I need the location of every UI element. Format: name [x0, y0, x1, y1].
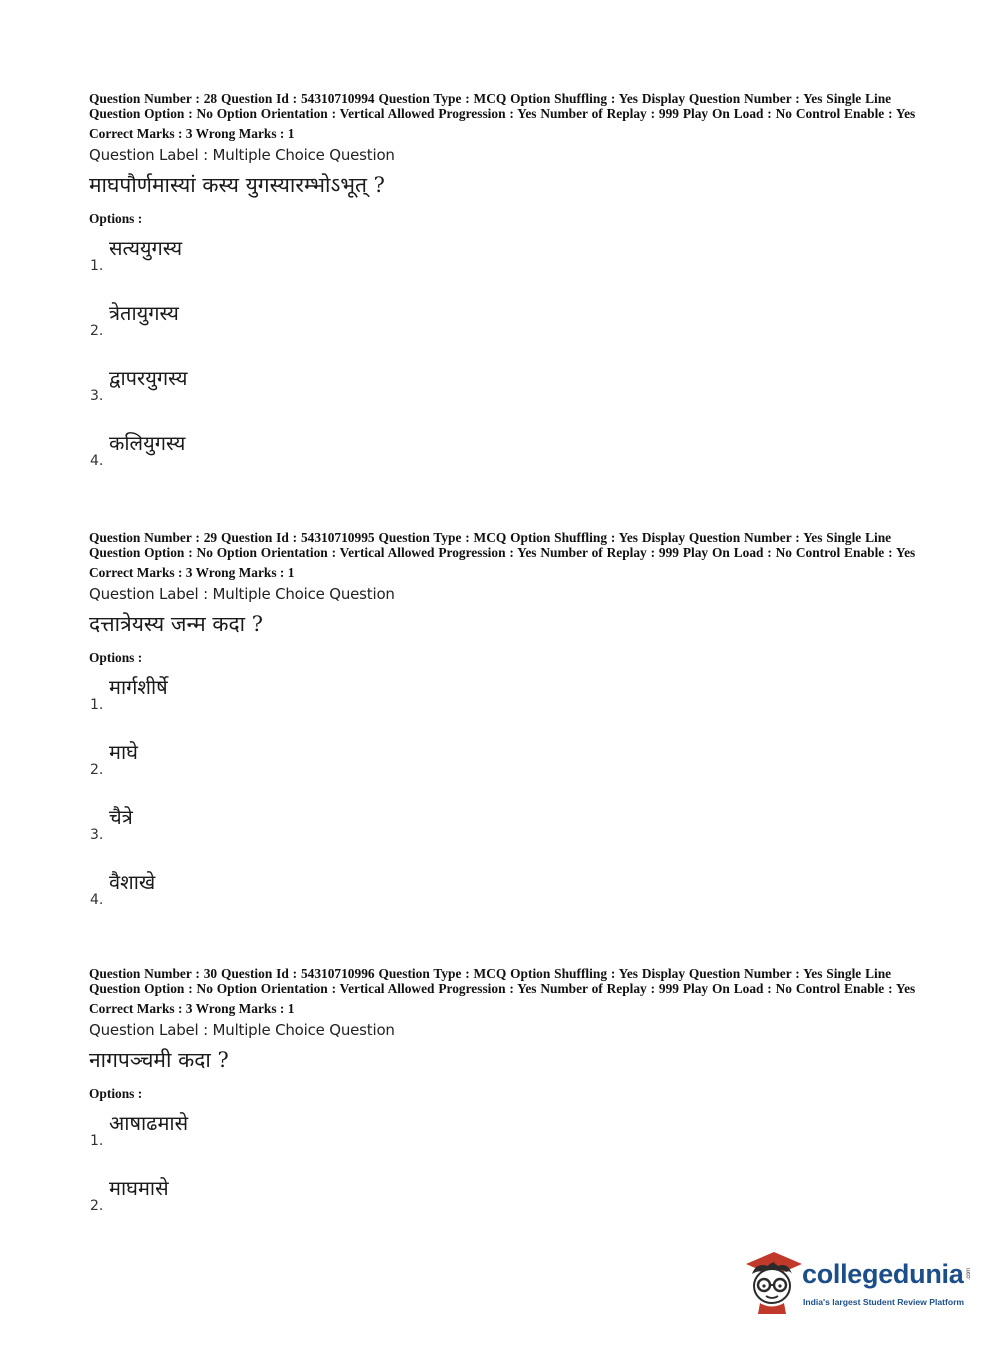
- option-text: सत्ययुगस्य: [109, 236, 183, 261]
- option-2: [89, 1172, 919, 1237]
- question-marks: Correct Marks : 3 Wrong Marks : 1: [89, 126, 295, 142]
- question-label: Question Label : Multiple Choice Question: [89, 146, 395, 165]
- option-1: [89, 671, 919, 736]
- option-number: 1.: [90, 697, 104, 714]
- option-text: माघे: [109, 740, 138, 765]
- question-meta: Question Number : 30 Question Id : 54310710996 Question Type : MCQ Option Shuffling : Yes Display Question Number : Yes Single Line Question Option : No Option Orientation : Vertical Allowed Progression : Yes Number of Replay : 999 Play On Load : No Control Enable : Yes: [89, 966, 916, 996]
- options-list: [89, 671, 919, 931]
- option-2: [89, 297, 919, 362]
- logo-domain: .com: [966, 1268, 973, 1280]
- option-1: [89, 232, 919, 297]
- option-3: [89, 801, 919, 866]
- option-text: कलियुगस्य: [109, 431, 186, 456]
- student-mascot-icon: [742, 1248, 804, 1314]
- option-number: 1.: [90, 258, 104, 275]
- option-number: 4.: [90, 453, 104, 470]
- option-text: माघमासे: [109, 1176, 169, 1201]
- option-text: आषाढमासे: [109, 1111, 189, 1136]
- question-label: Question Label : Multiple Choice Question: [89, 585, 395, 604]
- logo-name: collegedunia: [802, 1259, 964, 1289]
- question-29: [89, 531, 919, 931]
- option-4: [89, 866, 919, 931]
- question-marks: Correct Marks : 3 Wrong Marks : 1: [89, 565, 295, 581]
- options-list: [89, 1107, 919, 1237]
- question-meta: Question Number : 29 Question Id : 54310710995 Question Type : MCQ Option Shuffling : Yes Display Question Number : Yes Single Line Question Option : No Option Orientation : Vertical Allowed Progression : Yes Number of Replay : 999 Play On Load : No Control Enable : Yes: [89, 530, 916, 560]
- option-number: 3.: [90, 388, 104, 405]
- options-heading: Options :: [89, 650, 143, 666]
- option-text: त्रेतायुगस्य: [109, 301, 179, 326]
- question-label: Question Label : Multiple Choice Question: [89, 1021, 395, 1040]
- option-number: 2.: [90, 323, 104, 340]
- option-number: 2.: [90, 762, 104, 779]
- option-2: [89, 736, 919, 801]
- options-heading: Options :: [89, 1086, 143, 1102]
- question-text: माघपौर्णमास्यां कस्य युगस्यारम्भोऽभूत् ?: [89, 173, 385, 198]
- option-number: 4.: [90, 892, 104, 909]
- option-4: [89, 427, 919, 492]
- logo-wordmark: [802, 1259, 973, 1290]
- option-number: 1.: [90, 1133, 104, 1150]
- option-text: मार्गशीर्षे: [109, 675, 168, 700]
- collegedunia-logo[interactable]: [742, 1248, 972, 1318]
- question-meta: Question Number : 28 Question Id : 54310710994 Question Type : MCQ Option Shuffling : Yes Display Question Number : Yes Single Line Question Option : No Option Orientation : Vertical Allowed Progression : Yes Number of Replay : 999 Play On Load : No Control Enable : Yes: [89, 91, 916, 121]
- option-text: चैत्रे: [109, 805, 133, 830]
- options-list: [89, 232, 919, 492]
- question-text: दत्तात्रेयस्य जन्म कदा ?: [89, 612, 264, 637]
- question-28: [89, 92, 919, 492]
- logo-tagline: India's largest Student Review Platform: [803, 1297, 965, 1307]
- option-text: द्वापरयुगस्य: [109, 366, 188, 391]
- option-number: 3.: [90, 827, 104, 844]
- question-text: नागपञ्चमी कदा ?: [89, 1048, 229, 1073]
- options-heading: Options :: [89, 211, 143, 227]
- option-number: 2.: [90, 1198, 104, 1215]
- question-marks: Correct Marks : 3 Wrong Marks : 1: [89, 1001, 295, 1017]
- option-3: [89, 362, 919, 427]
- option-text: वैशाखे: [109, 870, 156, 895]
- option-1: [89, 1107, 919, 1172]
- question-30: [89, 967, 919, 1237]
